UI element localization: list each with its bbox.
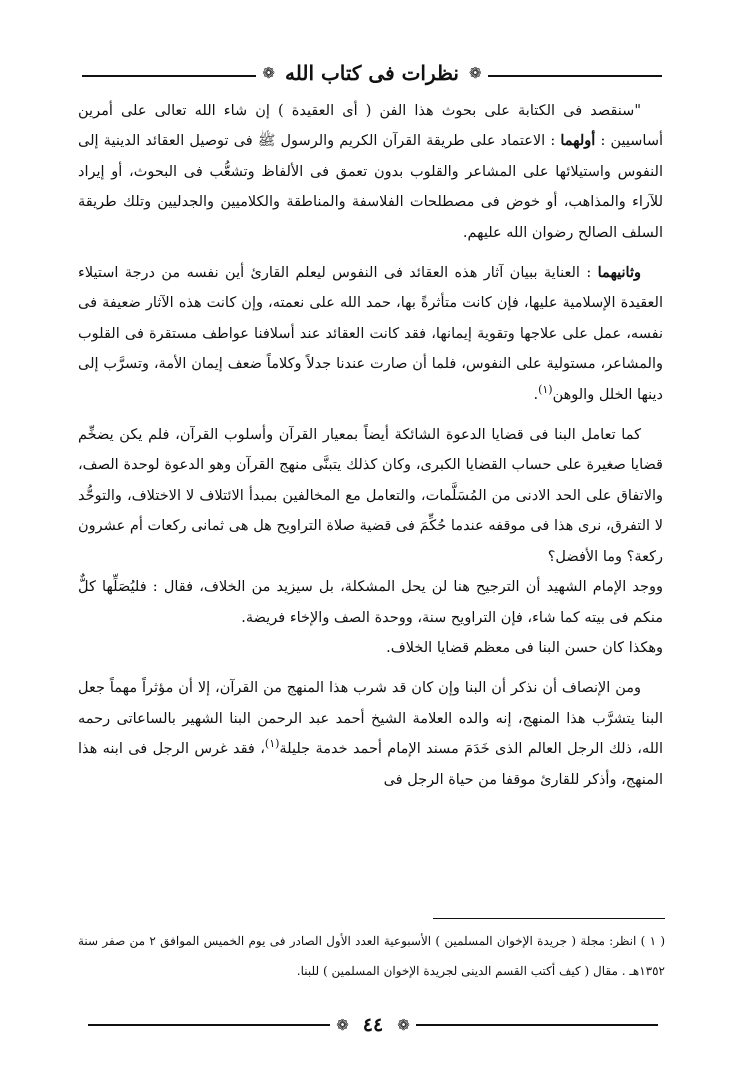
paragraph-text: .: [533, 386, 539, 403]
paragraph-method: كما تعامل البنا فى قضايا الدعوة الشائكة أيضاً بمعيار القرآن وأسلوب القرآن، فلم يكن يضخِّم قضايا صغيرة على حساب القضايا الكبرى، وكان كذلك يتبنَّى منهج القرآن وهو الدعوة لوحدة الصف، والاتفاق على الحد الادنى من المُسَلَّمات، والتعامل مع المخالفين بمبدأ الائتلاف لا الاختلاف، والتوحُّد لا التفرق، نرى هذا فى موقفه عندما حُكِّمَ فى قضية صلاة التراويح هل هى ثمانى ركعات أم عشرون ركعة؟ وما الأفضل؟: [78, 427, 663, 565]
header-rule-left: [82, 75, 256, 77]
footnote: ( ١ ) انظر: مجلة ( جريدة الإخوان المسلمين ) الأسبوعية العدد الأول الصادر فى يوم الخميس الموافق ٢ من صفر سنة ١٣٥٢هـ . مقال ( كيف أكتب القسم الدينى لجريدة الإخوان المسلمين ) للبنا.: [78, 934, 666, 978]
paragraph-text: : العناية ببيان آثار هذه العقائد فى النفوس ليعلم القارئ أين نفسه من درجة استيلاء العقيدة الإسلامية عليها، فإن كانت متأثرةً بها، حمد الله على نعمته، وإن كانت هذه الآثار ضعيفة فى نفسه، عمل على علاجها وتقوية إيمانها، فقد كانت العقائد عند أسلافنا عواطف مستقرة فى القلوب والمشاعر، مستولية على النفوس، فلما أن صارت عندنا جدلاً وكلاماً ضعف إيمان الأمة، وتسرَّب إلى دينها الخلل والوهن: [78, 265, 663, 403]
flower-ornament-icon: ❁: [336, 1016, 349, 1034]
paragraph-text: "سنقصد فى الكتابة على بحوث هذا الفن ( أى العقيدة ) إن شاء الله تعالى على أمرين أساسيين :: [78, 103, 663, 150]
footnote-separator: [433, 918, 665, 919]
page-body: [78, 96, 663, 795]
footer-rule-left: [88, 1024, 330, 1026]
page-footer: [88, 1010, 658, 1040]
flower-ornament-icon: ❁: [262, 64, 275, 82]
footnote-reference: (١): [264, 737, 280, 751]
paragraph-father: [78, 673, 663, 795]
paragraph-text: ومن الإنصاف أن نذكر أن البنا وإن كان قد شرب هذا المنهج من القرآن، إلا أن مؤثراً مهماً جعل البنا يتشرَّب هذا المنهج، إنه والده العلامة الشيخ أحمد عبد الرحمن البنا الشهير بالساعاتى رحمه الله، ذلك الرجل العالم الذى خَدَمَ مسند الإمام أحمد خدمة جليلة: [78, 680, 663, 758]
paragraph-tarawih: ووجد الإمام الشهيد أن الترجيح هنا لن يحل المشكلة، بل سيزيد من الخلاف، فقال : فليُصَلِّها كلٌّ منكم فى بيته كما شاء، فإن التراويح سنة، ووحدة الصف والإخاء فريضة.: [78, 579, 663, 626]
paragraph-summary: وهكذا كان حسن البنا فى معظم قضايا الخلاف.: [386, 639, 663, 656]
paragraph-text: : الاعتماد على طريقة القرآن الكريم والرسول ﷺ فى توصيل العقائد الدينية إلى النفوس واستيلائها على المشاعر والقلوب بدون تعمق فى الألفاظ وتشعُّب فى البحوث، أو إيراد للآراء والمذاهب، أو خوض فى مصطلحات الفلاسفة والمناطقة والكلاميين والجدليين وتلك طريقة السلف الصالح رضوان الله عليهم.: [78, 133, 663, 241]
paragraph-second-point: [78, 258, 663, 410]
running-title: نظرات فى كتاب الله: [285, 61, 459, 85]
page-number: ٤٤: [362, 1014, 384, 1036]
flower-ornament-icon: ❁: [468, 64, 482, 82]
lead-word: أولهما: [560, 132, 596, 150]
lead-word: وثانيهما: [597, 264, 641, 282]
flower-ornament-icon: ❁: [397, 1016, 410, 1034]
header-rule-right: [488, 75, 662, 77]
footer-rule-right: [416, 1024, 658, 1026]
paragraph-quote: [78, 96, 663, 248]
footnote-reference: (١): [538, 382, 553, 396]
paragraph-text: ، فقد غرس الرجل فى ابنه هذا المنهج، وأذكر للقارئ موقفا من حياة الرجل فى: [78, 741, 663, 788]
running-header: [82, 56, 662, 90]
